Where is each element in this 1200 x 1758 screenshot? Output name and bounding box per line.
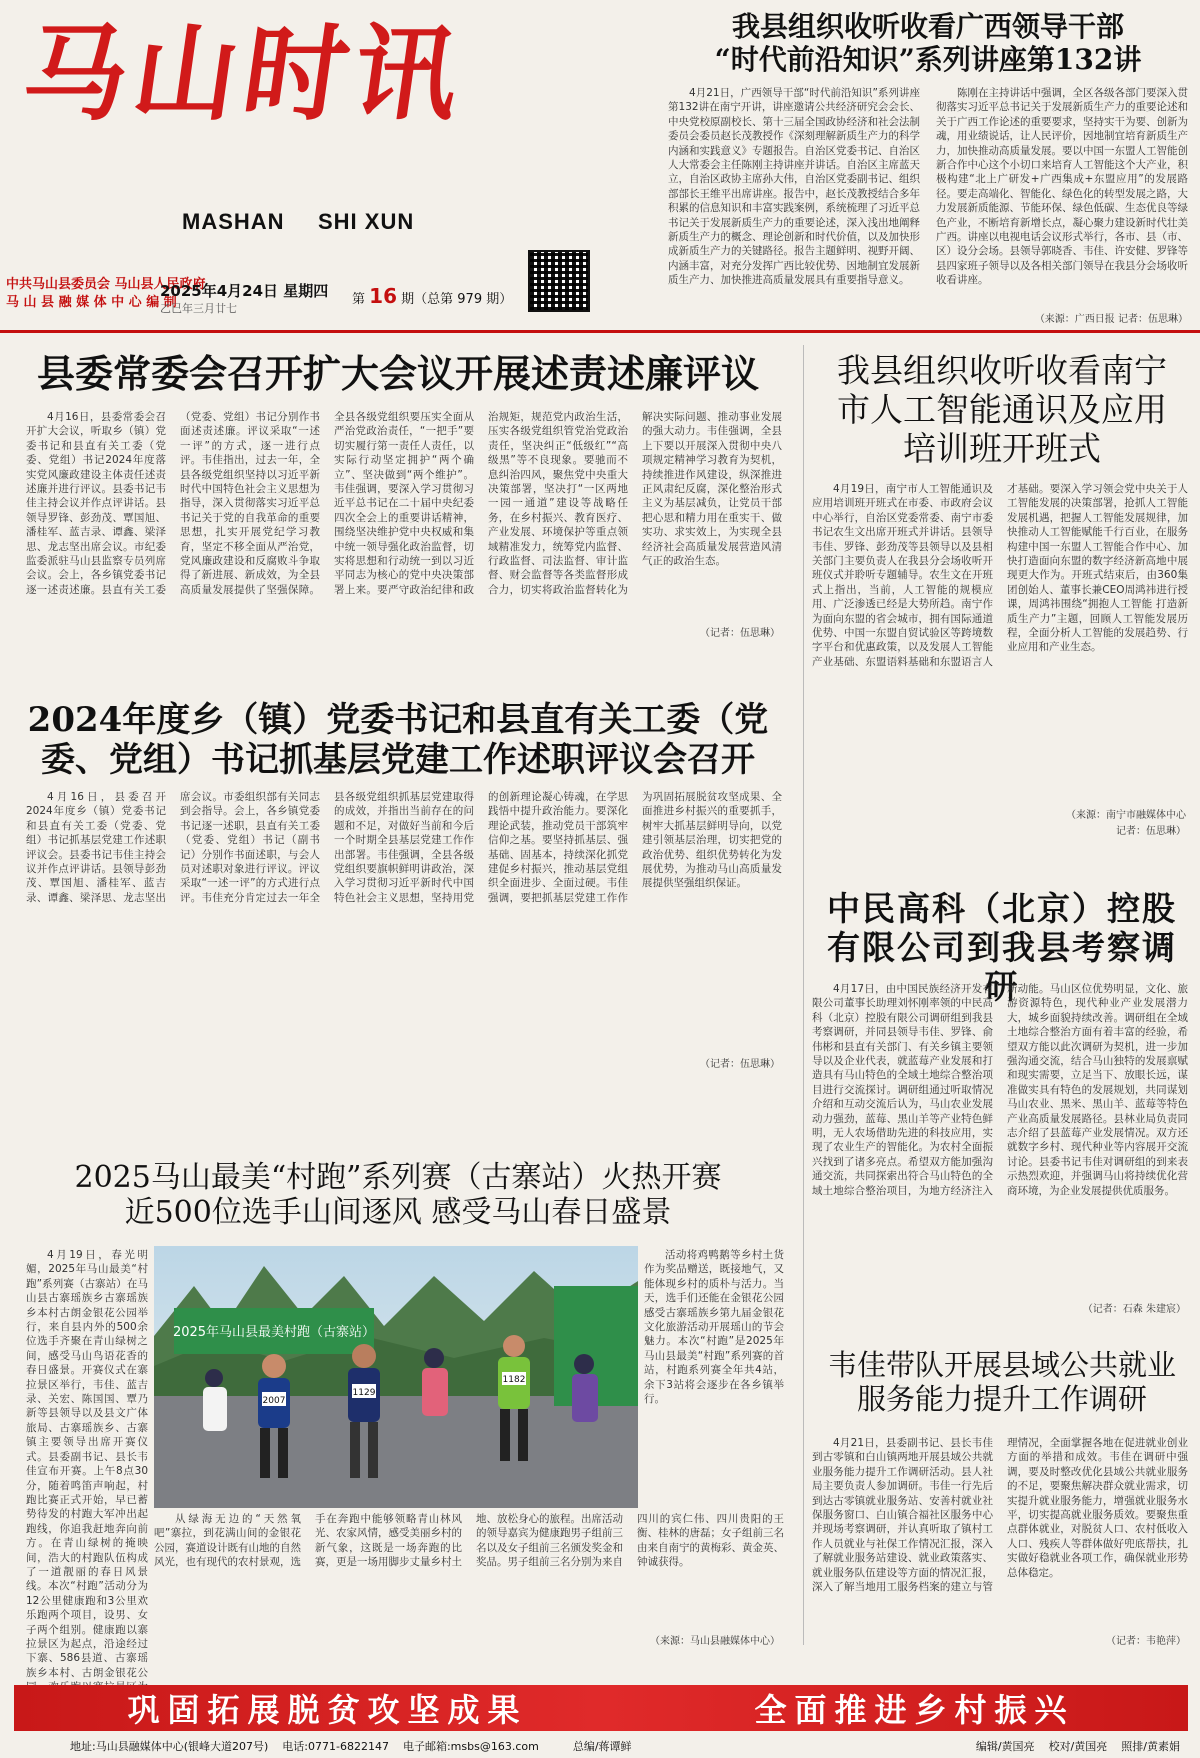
cunpao-title (8, 1160, 788, 1231)
shuzhi-body (26, 790, 782, 1090)
runner-2-bib: 1129 (352, 1388, 376, 1398)
cunpao-title-line1: 2025马山最美“村跑”系列赛（古寨站）火热开赛 (74, 1160, 722, 1195)
nanning-credit-line1: （来源：南宁市融媒体中心 (1066, 810, 1186, 821)
runner-3-bib: 1182 (502, 1375, 526, 1385)
issue-number-line (352, 284, 512, 308)
race-banner-text: 2025年马山县最美村跑（古寨站） (172, 1325, 376, 1340)
issue-number: 16 (369, 284, 397, 308)
guangxi-col2 (936, 86, 1188, 308)
zhongmin-text: 4月17日，由中国民族经济开发有限公司董事长助理刘怀刚率领的中民高科（北京）控股有限公司调研组到我县考察调研，并同县领导韦佳、罗锋、俞伟彬和县直有关部门、有关乡镇主要领导以及企业代表，就蓝莓产业发展和打造具有马山特色的全域土地综合整治项目进行交流探讨。调研组通过听取情况介绍和互动交流后认为，马山农业发展动力强劲，蓝莓、黑山羊等产业特色鲜明，无人农场借助先进的科技应用，实现了农业生产的智能化。为农村全面振兴找到了诸多亮点。希望双方能加强沟通交流，共同探索出符合马山特色的全域土地综合整治项目，为地方经济注入新动能。马山区位优势明显，文化、旅游资源特色，现代种业产业发展潜力大，城乡面貌持续改善。调研组在全域土地综合整治方面有着丰富的经验，希望双方能以此次调研为契机，进一步加强沟通交流，结合马山独特的发展禀赋和现实需要，立足当下、放眼长远，谋准做实具有特色的发展规划，共同谋划马山农业、黑米、黑山羊、蓝莓等特色产业高质量发展路径。县林业局负责同志介绍了县蓝莓产业发展情况。双方还就数字乡村、现代种业等内容展开交流讨论。县委书记韦佳对调研组的到来表示热烈欢迎，并强调马山将持续优化营商环境，为企业发展提供优质服务。 (812, 983, 1188, 1197)
runner-1-bib: 2007 (262, 1396, 286, 1406)
shuzhi-title (8, 700, 788, 780)
issue-date: 2025年4月24日 星期四 (160, 282, 329, 300)
masthead-pinyin-right: SHI XUN (318, 209, 415, 234)
weijia-title (812, 1348, 1192, 1416)
cunpao-body-left (26, 1248, 148, 1679)
issue-suffix: 期（总第 979 期） (401, 292, 513, 307)
guangxi-col1 (668, 86, 920, 322)
nanning-title-line1: 我县组织收听收看南宁 (837, 351, 1167, 390)
weijia-title-line1: 韦佳带队开展县域公共就业 (827, 1348, 1176, 1382)
guangxi-title (668, 10, 1188, 76)
guangxi-col1-text: 4月21日，广西领导干部“时代前沿知识”系列讲座第132讲在南宁开讲，讲座邀请公共经济研究会会长、中央党校原副校长、第十三届全国政协经济和社会法制委员会委员赵长茂教授作《深刻理解新质生产力的科学内涵和实践意义》专题报告。自治区党委书记、自治区人大常委会主任陈刚主持讲座并讲话。自治区主席蓝天立，自治区政协主席孙大伟，自治区党委副书记、组织部部长王维平出席讲座。报告中，赵长茂教授结合多年积累的信息知识和丰富实践案例，系统梳理了习近平总书记关于发展新质生产力的重要论述，深入浅出地阐释新质生产力的概念、理论创新和时代价值，以及加快形成新质生产力的关键路径。报告主题鲜明、视野开阔、内涵丰富，对充分发挥广西比较优势、因地制宜发展新质生产力、加快推进高质量发展具有重要指导意义。 (668, 87, 920, 287)
masthead-title: 马山时讯 (15, 12, 473, 135)
slogan-left: 巩固拓展脱贫攻坚成果 (127, 1691, 528, 1729)
nanning-title-line2: 市人工智能通识及应用 (837, 389, 1167, 429)
guangxi-title-line2: “时代前沿知识”系列讲座第132讲 (714, 43, 1142, 77)
slogan-banner (14, 1685, 1188, 1731)
slogan-right: 全面推进乡村振兴 (754, 1691, 1075, 1729)
guangxi-col2-text: 陈刚在主持讲话中强调，全区各级各部门要深入贯彻落实习近平总书记关于发展新质生产力的重要论述和关于广西工作论述的重要要求，坚持实干为要、创新为魂，用业绩说话，让人民评价，因地制宜培育新质生产力，加快推动高质量发展。要以中国一东盟人工智能创新合作中心这个小切口来培育人工智能这个大产业，积极构建“北上广研发+广西集成+东盟应用”的发展路径。要走高端化、智能化、绿色化的转型发展之路，大力发展新质能源、节能环保、绿色低碳、生态优良等绿色产业，不断培育新增长点，凝心聚力建设新时代壮美广西。讲座以电视电话会议形式举行，各市、县（市、区）设分会场。县领导郭晓香、韦佳、许安健、罗锋等县四家班子领导以及各相关部门领导在我县分会场收听收看讲座。 (936, 87, 1188, 287)
cunpao-text-left: 4月19日，春光明媚，2025年马山最美“村跑”系列赛（古寨站）在马山县古寨瑶族乡古寨瑶族乡本村古朗金银花公园举行，来自县内外的500余位选手齐聚在青山绿树之间，感受马山鸟语花香的春日盛景。开赛仪式在寨拉景区举行，韦佳、蓝吉录、关宏、陈国国、覃乃新等县领导以及县文广体旅局、古寨瑶族乡、古寨镇主要领导出席开赛仪式。县委副书记、县长韦佳宣布开赛。上午8点30分，随着鸣笛声响起，村跑比赛正式开始，早已蓄势待发的村跑大军冲出起跑线，你追我赶地奔向前方。在青山绿树的掩映间，浩大的村跑队伍构成了一道靓丽的春日风景线。本次“村跑”活动分为12公里健康跑和3公里欢乐跑两个项目，设男、女子两个组别。健康跑以寨拉景区为起点，沿途经过下寨、586县道、古寨瑶族乡本村、古朗金银花公 (26, 1249, 148, 1679)
weijia-title-line2: 服务能力提升工作调研 (856, 1382, 1147, 1417)
footer-editor: 编辑/黄国亮 (975, 1740, 1035, 1753)
cunpao-title-line2: 近500位选手山间逐风 感受马山春日盛景 (124, 1195, 672, 1231)
shulian-title: 县委常委会召开扩大会议开展述责述廉评议 (36, 351, 759, 396)
zhongmin-title-line1: 中民高科（北京）控股 (827, 889, 1177, 928)
cunpao-credit: （来源：马山县融媒体中心） (650, 1636, 780, 1647)
cunpao-text-right: 活动将鸡鸭鹅等乡村土货作为奖品赠送，既接地气，又能体现乡村的质朴与活力。当天，选手们还能在金银花公园感受古寨瑶族乡第九届金银花文化旅游活动开展瑶山的节会魅力。本次“村跑”是2025年马山县最美“村跑”系列赛的首站，村跑系列赛全年共4站，余下3站将会逐步在各乡镇举行。 (644, 1249, 784, 1406)
cunpao-body-bottom (154, 1512, 784, 1644)
masthead-sponsor-line2: 马 山 县 融 媒 体 中 心 编 制 (6, 295, 177, 310)
footer-proof: 校对/黄国亮 (1048, 1740, 1108, 1753)
race-photo (154, 1246, 638, 1508)
footer-chief: 总编/蒋谭鲜 (572, 1740, 632, 1753)
qr-code (528, 250, 590, 312)
zhongmin-title-line2: 有限公司到我县考察调研 (827, 927, 1177, 1006)
shulian-text: 4月16日，县委常委会召开扩大会议，听取乡（镇）党委书记和县直有关工委（党委、党组）书记2024年度落实党风廉政建设主体责任述责述廉并进行评议。县委书记韦佳主持会议并作点评讲话。县领导罗锋、彭劲茂、覃国旭、潘桂军、蓝吉录、谭鑫、梁泽思、龙志坚出席会议。市纪委监委派驻马山县监察专员列席会议。会上，各乡镇党委书记逐一述责述廉。县直有关工委（党委、党组）书记分别作书面述责述廉。评议采取“一述一评”的方式，逐一进行点评。韦佳指出，过去一年，全县各级党组织坚持以习近平新时代中国特色社会主义思想为指导，深入贯彻落实习近平总书记关于党的自我革命的重要思想，扎实开展党纪学习教育，坚定不移全面从严治党，党风廉政建设和反腐败斗争取得了新进展、新成效，为全县高质量发展提供了坚强保障。全县各级党组织要压实全面从严治党政治责任，“一把手”要切实履行第一责任人责任，以实际行动坚定拥护“两个确立”、坚决做到“两个维护”。韦佳强调，要深入学习贯彻习近平总书记在二十届中央纪委四次全会上的重要讲话精神，围绕坚决维护党中央权威和集中统一领导强化政治监督，切实将思想和行动统一到以习近平同志为核心的党中央决策部署上来。要严守政治纪律和政治规矩，规范党内政治生活，压实各级党组织管党治党政治责任，坚决纠正“低级红”“高级黑”等不良现象。要驰而不息纠治四风，聚焦党中央重大决策部署，坚决打“一区两地一园一通道”建设等战略任务，在乡村振兴、教育医疗、产业发展、环境保护等重点领域精准发力，统筹党内监督、行政监督、司法监督、审计监督、财会监督等各类监督形成合力，切实将政治监督转化为解决实际问题、推动事业发展的强大动力。韦佳强调，全县上下要以开展深入贯彻中央八项规定精神学习教育为契机，持续推进作风建设，纵深推进正风肃纪反腐，深化整治形式主义为基层减负，让党员干部把心思和精力用在重实干、做实功、求实效上，为实现全县经济社会高质量发展营造风清气正的政治生态。 (26, 411, 782, 596)
cunpao-text-mid: 从绿海无边的“天然氧吧”寨拉，到花满山间的金银花公园，赛道设计既有山地的自然风光，也有现代的农村景观，选手在奔跑中能够领略青山林风光、农家风情，感受美丽乡村的新气象，这既是一场奔跑的比赛，更是一场用脚步丈量乡村土地、放松身心的旅程。出席活动的领导嘉宾为健康跑男子组前三名以及女子组前三名颁发奖金和奖品。男子组前三名分别为来自四川的宾仁伟、四川贵阳的王衡、桂林的唐磊；女子组前三名由来自南宁的黄梅彩、黄金英、钟诚获得。 (154, 1513, 784, 1569)
footer-address: 地址:马山县融媒体中心(银峰大道207号) (70, 1740, 269, 1753)
lunar-date: 乙巳年三月廿七 (160, 302, 237, 315)
nanning-credit-line2: 记者：伍思琳） (1116, 826, 1186, 837)
nanning-text: 4月19日，南宁市人工智能通识及应用培训班开班式在市委、市政府会议中心举行，自治区党委常委、南宁市委书记农生文出席开班式并讲话。县领导韦佳、罗锋、彭劲茂等县领导以及县相关部门主要负责人在我县分会场收听开班仪式并聆听专题辅导。农生文在开班式上指出，当前，人工智能的规模应用、广泛渗透已经是大势所趋。南宁作为面向东盟的省会城市，拥有国际通道优势、中国一东盟自贸试验区等跨境数字平台和优惠政策，以及发展人工智能产业基础、东盟语料基础和东盟语言人才基础。要深入学习领会党中央关于人工智能发展的决策部署，抢抓人工智能发展机遇，把握人工智能发展规律，加快推动人工智能赋能千行百业，在服务构建中国一东盟人工智能合作中心、加快打造面向东盟的数字经济新高地中展现更大作为。开班式结束后，由360集团创始人、董事长兼CEO周鸿祎进行授课，周鸿祎围绕“拥抱人工智能 打造新质生产力”主题，回顾人工智能发展历程，全面分析人工智能的发展趋势、行业应用和产业生态。 (812, 483, 1188, 668)
weijia-credit: （记者：韦艳萍） (1106, 1636, 1186, 1647)
weijia-body (812, 1436, 1188, 1628)
column-divider (803, 345, 804, 1645)
shuzhi-title-line1: 2024年度乡（镇）党委书记和县直有关工委（党 (27, 700, 769, 740)
nanning-title-line3: 培训班开班式 (903, 428, 1101, 468)
cunpao-body-right (644, 1248, 784, 1510)
guangxi-credit: （来源：广西日报 记者：伍思琳） (1034, 314, 1188, 325)
masthead-pinyin-left: MASHAN (182, 209, 285, 234)
nanning-title (812, 352, 1192, 469)
shuzhi-title-line2: 委、党组）书记抓基层党建工作述职评议会召开 (41, 740, 755, 781)
masthead-sponsor-line1: 中共马山县委员会 马山县人民政府 (6, 277, 206, 292)
shuzhi-credit: （记者：伍思琳） (700, 1059, 780, 1070)
shulian-credit: （记者：伍思琳） (700, 628, 780, 639)
footer (70, 1738, 1180, 1754)
weijia-text: 4月21日，县委副书记、县长韦佳到古零镇和白山镇两地开展县域公共就业服务能力提升工作调研活动。县人社局主要负责人参加调研。韦佳一行先后到达古零镇就业服务站、安善村就业社保服务窗口、白山镇合福社区服务中心并现场考察调研，并认真听取了镇村工作人员就业与社保工作情况汇报，深入了解就业服务站建设、就业政策落实、就业服务队伍建设等方面的情况汇报，深入了解当地用工服务档案的建立与管理情况，全面掌握各地在促进就业创业方面的举措和成效。韦佳在调研中强调，要及时整改优化县域公共就业服务的不足，要聚焦解决群众就业需求，切实提升就业服务能力，增强就业服务水平，切实提高就业服务质效。要聚焦重点群体就业，对脱贫人口、农村低收入人口、残疾人等群体做好兜底帮扶，扎实做好稳就业各项工作，确保就业形势总体稳定。 (812, 1437, 1188, 1594)
issue-prefix: 第 (352, 292, 366, 307)
shulian-body (26, 410, 782, 638)
zhongmin-body (812, 982, 1188, 1302)
footer-phone: 电话:0771-6822147 (282, 1740, 389, 1753)
footer-email: 电子邮箱:msbs@163.com (402, 1740, 539, 1753)
race-photo-image (154, 1246, 638, 1508)
zhongmin-credit: （记者：石森 朱建宸） (1082, 1304, 1186, 1315)
guangxi-title-line1: 我县组织收听收看广西领导干部 (731, 10, 1124, 43)
nanning-body (812, 482, 1188, 838)
footer-layout: 照排/黄素娟 (1121, 1740, 1180, 1753)
shuzhi-text: 4月16日，县委召开2024年度乡（镇）党委书记和县直有关工委（党委、党组）书记抓基层党建工作述职评议会。县委书记韦佳主持会议并作点评讲话。县领导彭劲茂、覃国旭、潘桂军、蓝吉录、谭鑫、梁泽思、龙志坚出席会议。市委组织部有关同志到会指导。会上，各乡镇党委书记逐一述职，县直有关工委（党委、党组）书记（副书记）分别作书面述职，与会人员对述职对象进行评议。评议采取“一述一评”的方式进行点评。韦佳充分肯定过去一年全县各级党组织抓基层党建取得的成效，并指出当前存在的问题和不足，对做好当前和今后一个时期全县基层党建工作作出部署。韦佳强调，全县各级党组织要旗帜鲜明讲政治，深入学习贯彻习近平新时代中国特色社会主义思想，坚持用党的创新理论凝心铸魂，在学思践悟中提升政治能力。要深化理论武装，推动党员干部筑牢信仰之基。要坚持抓基层、强基础、固基本，持续深化抓党建促乡村振兴，推动基层党组织全面进步、全面过硬。韦佳强调，要把抓基层党建工作作为巩固拓展脱贫攻坚成果、全面推进乡村振兴的重要抓手，树牢大抓基层鲜明导向，以党建引领基层治理，切实把党的政治优势、组织优势转化为发展优势，为推动马山高质量发展提供坚强组织保证。 (26, 791, 782, 904)
masthead-rule (0, 330, 1200, 333)
